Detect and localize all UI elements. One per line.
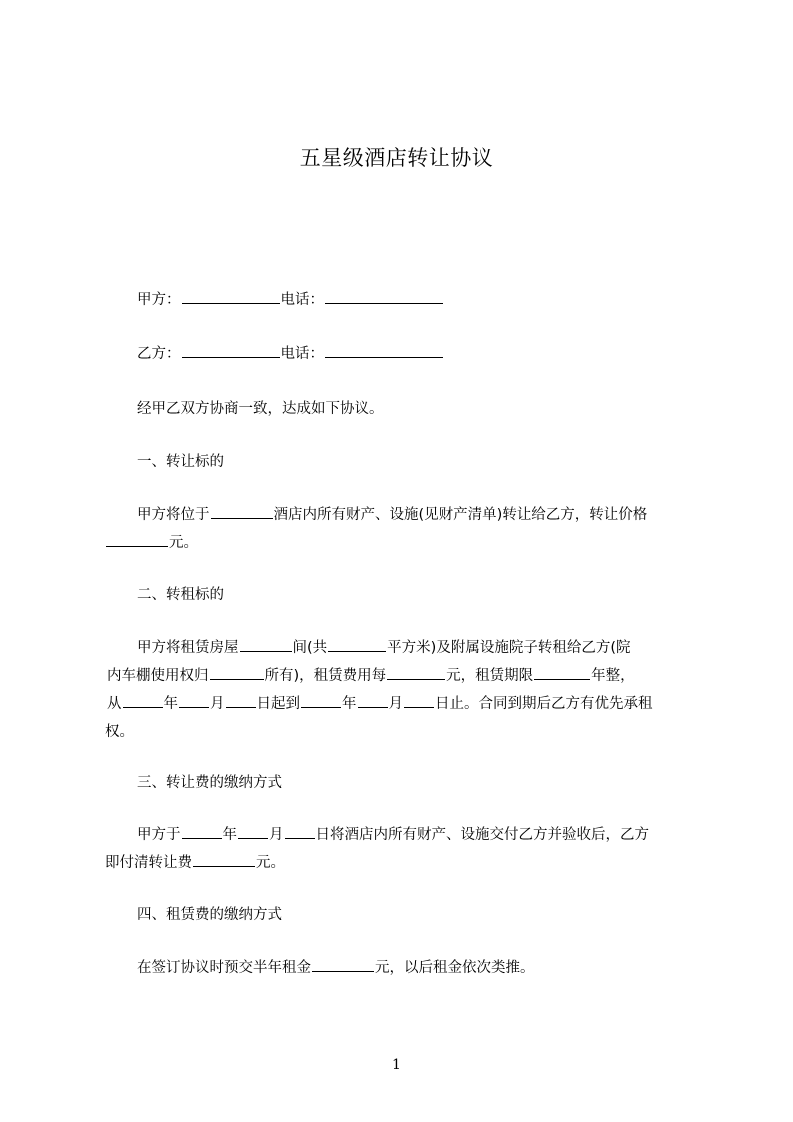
end-day-blank[interactable] xyxy=(404,692,434,708)
area-blank[interactable] xyxy=(328,636,386,652)
rent-amount-blank[interactable] xyxy=(387,664,445,680)
section-3-text: 年 xyxy=(222,827,237,843)
start-day-blank[interactable] xyxy=(226,692,256,708)
intro-paragraph: 经甲乙双方协商一致，达成如下协议。 xyxy=(137,401,384,417)
section-3-line-2 xyxy=(105,847,705,879)
section-2-text: 所有)，租赁费用每 xyxy=(264,668,387,684)
section-1-text: 甲方将位于 xyxy=(137,507,210,523)
party-a-line xyxy=(105,284,737,316)
section-3-text: 日将酒店内所有财产、设施交付乙方并验收后，乙方 xyxy=(315,827,649,843)
lease-years-blank[interactable] xyxy=(534,664,590,680)
section-2-text: 内车棚使用权归 xyxy=(107,668,209,684)
section-1-line-2 xyxy=(105,527,705,559)
section-2-text: 元，租赁期限 xyxy=(446,668,534,684)
section-2-text: 从 xyxy=(107,696,122,712)
section-1-heading: 一、转让标的 xyxy=(137,454,224,470)
section-2-text: 月 xyxy=(210,696,225,712)
section-3-heading: 三、转让费的缴纳方式 xyxy=(137,775,282,791)
end-month-blank[interactable] xyxy=(358,692,388,708)
party-a-phone-label: 电话： xyxy=(280,292,324,308)
section-4-text: 在签订协议时预交半年租金 xyxy=(137,960,311,976)
transfer-price-blank[interactable] xyxy=(106,531,168,547)
section-2-text: 间(共 xyxy=(292,640,328,656)
section-3-text: 即付清转让费 xyxy=(105,855,192,871)
start-month-blank[interactable] xyxy=(179,692,209,708)
party-a-label: 甲方： xyxy=(137,292,181,308)
section-4-line-1 xyxy=(105,952,737,984)
end-year-blank[interactable] xyxy=(301,692,341,708)
party-b-line xyxy=(105,338,737,370)
handover-year-blank[interactable] xyxy=(182,823,222,839)
section-3-text: 月 xyxy=(269,827,284,843)
page-number: 1 xyxy=(392,1057,401,1073)
section-3-text: 元。 xyxy=(256,855,285,871)
section-1-text: 元。 xyxy=(169,535,198,551)
carport-owner-blank[interactable] xyxy=(210,664,264,680)
document-title: 五星级酒店转让协议 xyxy=(299,146,494,170)
section-2-text: 月 xyxy=(388,696,403,712)
section-4-text: 元，以后租金依次类推。 xyxy=(375,960,535,976)
section-2-text: 年整， xyxy=(591,668,635,684)
section-2-text: 甲方将租赁房屋 xyxy=(137,640,239,656)
section-2-text: 日止。合同到期后乙方有优先承租 xyxy=(435,696,653,712)
section-2-text: 年 xyxy=(163,696,178,712)
party-a-phone-blank[interactable] xyxy=(325,288,443,304)
section-2-line-4: 权。 xyxy=(105,724,134,740)
section-2-text: 年 xyxy=(342,696,357,712)
handover-month-blank[interactable] xyxy=(238,823,268,839)
hotel-location-blank[interactable] xyxy=(211,503,273,519)
party-a-name-blank[interactable] xyxy=(182,288,280,304)
start-year-blank[interactable] xyxy=(123,692,163,708)
section-1-text: 酒店内所有财产、设施(见财产清单)转让给乙方，转让价格 xyxy=(273,507,648,523)
party-b-phone-blank[interactable] xyxy=(325,342,443,358)
rooms-count-blank[interactable] xyxy=(240,636,292,652)
handover-day-blank[interactable] xyxy=(285,823,315,839)
section-4-heading: 四、租赁费的缴纳方式 xyxy=(137,907,282,923)
section-2-text: 平方米)及附属设施院子转租给乙方(院 xyxy=(387,640,631,656)
party-b-label: 乙方： xyxy=(137,346,181,362)
section-3-text: 甲方于 xyxy=(137,827,181,843)
prepaid-rent-blank[interactable] xyxy=(312,956,374,972)
party-b-phone-label: 电话： xyxy=(280,346,324,362)
transfer-fee-blank[interactable] xyxy=(193,851,255,867)
party-b-name-blank[interactable] xyxy=(182,342,280,358)
section-2-heading: 二、转租标的 xyxy=(137,587,224,603)
section-2-text: 日起到 xyxy=(256,696,300,712)
